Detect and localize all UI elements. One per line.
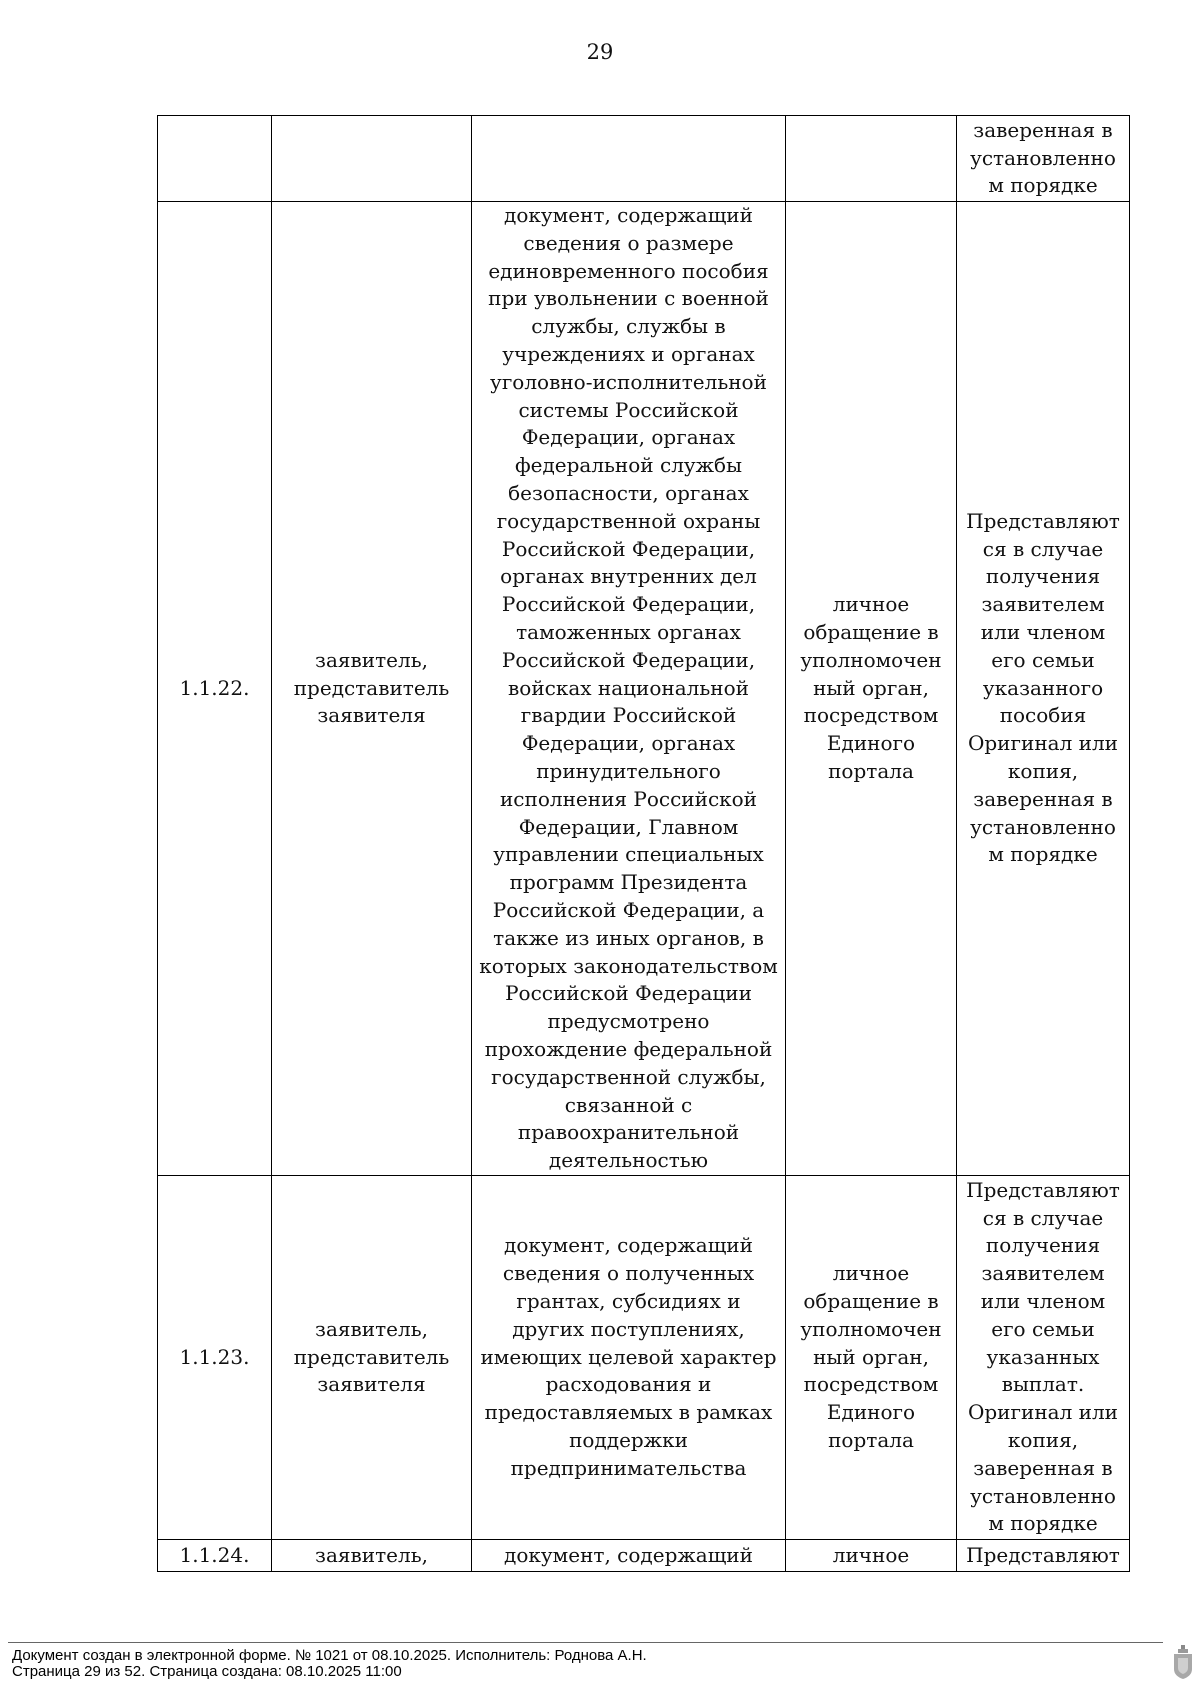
table-row <box>158 1540 1130 1572</box>
row-number-cell: 1.1.22. <box>158 202 272 1176</box>
note-cell: Представляют ся в случае получения заявителем или членом его семьи указанных выплат. Оригинал или копия, заверенная в установленно м порядке <box>957 1176 1130 1540</box>
footer-document-info: Документ создан в электронной форме. № 1021 от 08.10.2025. Исполнитель: Роднова А.Н. <box>12 1647 647 1664</box>
page-number: 29 <box>586 40 614 64</box>
applicant-cell <box>272 116 472 202</box>
footer-divider <box>8 1642 1163 1643</box>
applicant-cell: заявитель, представитель заявителя <box>272 202 472 1176</box>
document-cell <box>472 116 786 202</box>
note-cell: Представляют <box>957 1540 1130 1572</box>
coat-of-arms-icon <box>1172 1645 1194 1679</box>
method-cell: личное обращение в уполномочен ный орган, посредством Единого портала <box>786 202 957 1176</box>
document-footer <box>12 1648 647 1680</box>
documents-table <box>157 115 1130 1572</box>
applicant-cell: заявитель, <box>272 1540 472 1572</box>
table-row <box>158 116 1130 202</box>
row-number-cell: 1.1.24. <box>158 1540 272 1572</box>
document-cell: документ, содержащий <box>472 1540 786 1572</box>
table-row <box>158 202 1130 1176</box>
table-row <box>158 1176 1130 1540</box>
note-cell: Представляют ся в случае получения заявителем или членом его семьи указанного пособия Оригинал или копия, заверенная в установленно м порядке <box>957 202 1130 1176</box>
method-cell: личное обращение в уполномочен ный орган, посредством Единого портала <box>786 1176 957 1540</box>
document-cell: документ, содержащий сведения о полученных грантах, субсидиях и других поступлениях, имеющих целевой характер расходования и предоставляемых в рамках поддержки предпринимательства <box>472 1176 786 1540</box>
note-cell: заверенная в установленно м порядке <box>957 116 1130 202</box>
method-cell: личное <box>786 1540 957 1572</box>
applicant-cell: заявитель, представитель заявителя <box>272 1176 472 1540</box>
footer-page-info: Страница 29 из 52. Страница создана: 08.10.2025 11:00 <box>12 1663 402 1680</box>
row-number-cell: 1.1.23. <box>158 1176 272 1540</box>
row-number-cell <box>158 116 272 202</box>
document-cell: документ, содержащий сведения о размере единовременного пособия при увольнении с военной службы, службы в учреждениях и органах уголовно-исполнительной системы Российской Федерации, органах федеральной службы безопасности, органах государственной охраны Российской Федерации, органах внутренних дел Российской Федерации, таможенных органах Российской Федерации, войсках национальной гвардии Российской Федерации, органах принудительного исполнения Российской Федерации, Главном управлении специальных программ Президента Российской Федерации, а также из иных органов, в которых законодательством Российской Федерации предусмотрено прохождение федеральной государственной службы, связанной с правоохранительной деятельностью <box>472 202 786 1176</box>
method-cell <box>786 116 957 202</box>
